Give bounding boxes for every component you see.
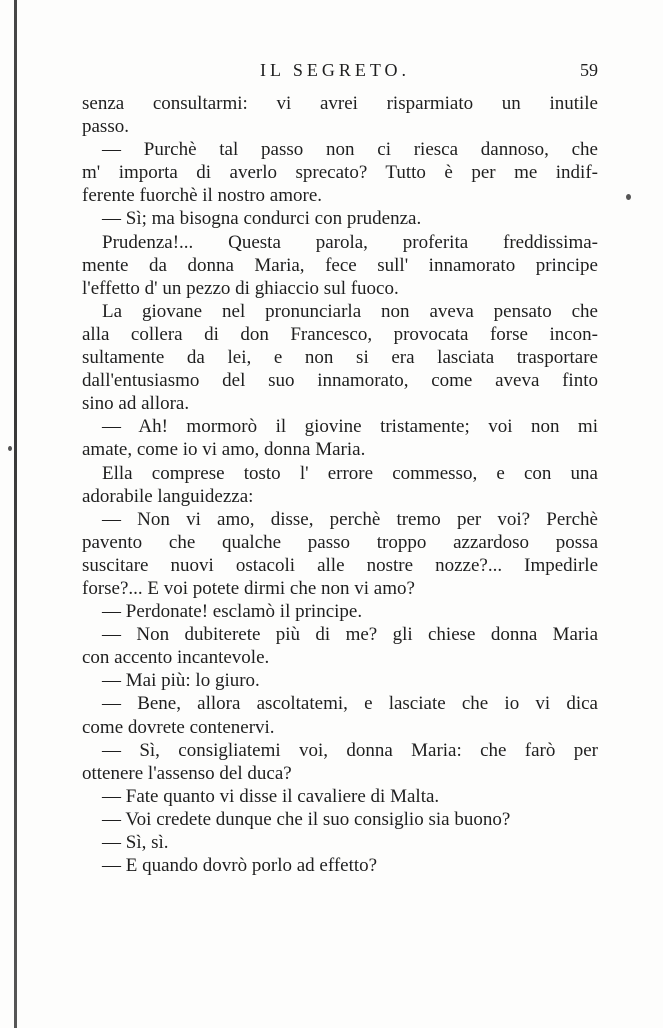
page-header <box>82 60 598 90</box>
text-line: ottenere l'assenso del duca? <box>82 762 292 784</box>
text-line: — Sì; ma bisogna condurci con prudenza. <box>102 208 422 230</box>
text-line: — Ah! mormorò il giovine tristamente; voi non mi <box>102 416 598 438</box>
ink-speck <box>626 194 631 200</box>
page-number: 59 <box>580 60 598 80</box>
text-line: ferente fuorchè il nostro amore. <box>82 185 323 207</box>
text-line: Ella comprese tosto l' errore commesso, e con una <box>102 462 598 484</box>
text-line: senza consultarmi: vi avrei risparmiato un inutile <box>82 93 598 114</box>
text-line: passo. <box>82 116 129 138</box>
text-line: mente da donna Maria, fece sull' innamorato principe <box>82 254 598 276</box>
text-line: — Non dubiterete più di me? gli chiese donna Maria <box>102 624 598 646</box>
text-line: — Fate quanto vi disse il cavaliere di Malta. <box>102 785 440 807</box>
text-line: — Non vi amo, disse, perchè tremo per voi? Perchè <box>102 508 598 530</box>
text-line: — Purchè tal passo non ci riesca dannoso, che <box>102 139 598 161</box>
text-line: come dovrete contenervi. <box>82 716 275 738</box>
text-line: La giovane nel pronunciarla non aveva pensato che <box>102 300 598 322</box>
text-line: — Voi credete dunque che il suo consiglio sia buono? <box>102 808 511 830</box>
binding-edge <box>14 0 17 1028</box>
ink-speck <box>8 446 12 451</box>
text-line: suscitare nuovi ostacoli alle nostre nozze?... Impedirle <box>82 554 598 576</box>
text-line: l'effetto d' un pezzo di ghiaccio sul fuoco. <box>82 277 399 299</box>
text-line: dall'entusiasmo del suo innamorato, come aveva finto <box>82 370 598 392</box>
text-line: — Mai più: lo giuro. <box>102 670 260 692</box>
text-line: forse?... E voi potete dirmi che non vi amo? <box>82 577 415 599</box>
text-line: Prudenza!... Questa parola, proferita freddissima- <box>102 231 598 253</box>
running-title: IL SEGRETO. <box>260 60 410 80</box>
body-text <box>82 92 598 877</box>
text-line: — Bene, allora ascoltatemi, e lasciate che io vi dica <box>102 693 598 715</box>
text-line: sino ad allora. <box>82 393 190 415</box>
text-line: — Sì, sì. <box>102 832 169 853</box>
text-line: sultamente da lei, e non si era lasciata trasportare <box>82 347 598 369</box>
text-line: m' importa di averlo sprecato? Tutto è per me indif- <box>82 162 598 184</box>
text-line: — Perdonate! esclamò il principe. <box>102 601 363 623</box>
text-line: — E quando dovrò porlo ad effetto? <box>102 855 378 877</box>
text-line: amate, come io vi amo, donna Maria. <box>82 439 366 461</box>
text-line: con accento incantevole. <box>82 647 270 669</box>
text-line: adorabile languidezza: <box>82 485 254 507</box>
text-line: — Sì, consigliatemi voi, donna Maria: che farò per <box>102 739 598 761</box>
text-line: alla collera di don Francesco, provocata forse incon- <box>82 323 598 345</box>
text-line: pavento che qualche passo troppo azzardoso possa <box>82 531 598 553</box>
